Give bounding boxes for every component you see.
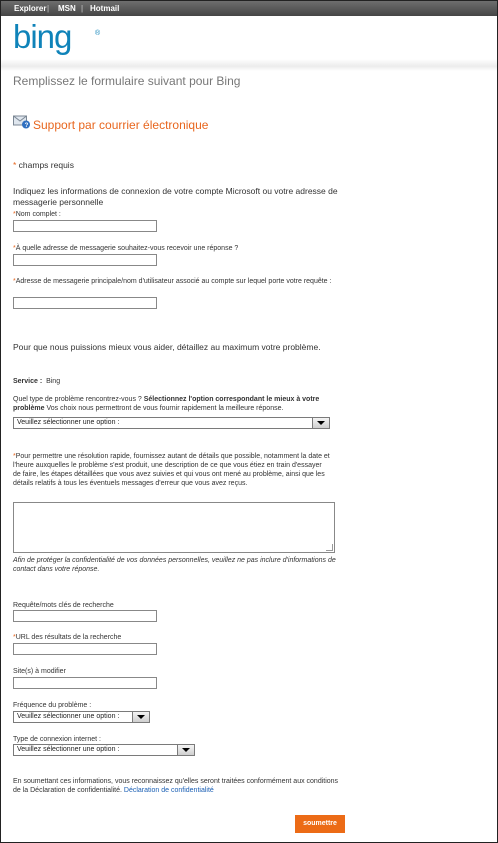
resize-grip-icon[interactable]	[326, 544, 333, 551]
privacy-statement-link[interactable]: Déclaration de confidentialité	[123, 787, 214, 794]
problem-details-heading: Pour que nous puissions mieux vous aider, détaillez au maximum votre problème.	[13, 342, 321, 352]
reply-email-label: *À quelle adresse de messagerie souhaitez-vous recevoir une réponse ?	[13, 245, 239, 252]
legal-notice: En soumettant ces informations, vous reconnaissez qu'elles seront traitées conformément aux conditions de la Déclaration de confidentialité. Déclaration de confidentialité	[13, 778, 339, 794]
frequency-select[interactable]: Veuillez sélectionner une option :	[13, 711, 150, 723]
page-title: Remplissez le formulaire suivant pour Bing	[13, 74, 241, 88]
connection-type-label: Type de connexion internet :	[13, 736, 101, 743]
service-row	[13, 377, 60, 386]
search-url-label: *URL des résultats de la recherche	[13, 634, 122, 641]
nav-link-explorer[interactable]: Explorer	[14, 4, 47, 13]
email-support-icon	[13, 115, 31, 129]
search-url-input[interactable]	[13, 643, 157, 655]
nav-separator: |	[47, 4, 50, 13]
nav-separator: |	[81, 4, 84, 13]
dropdown-arrow-icon[interactable]	[177, 745, 194, 755]
problem-type-select[interactable]: Veuillez sélectionner une option :	[13, 417, 330, 429]
problem-type-label: Quel type de problème rencontrez-vous ? Sélectionnez l'option correspondant le mieux à votre problème Vos choix nous permettront de vous fournir rapidement la meilleure réponse.	[13, 396, 320, 412]
privacy-note: Afin de protéger la confidentialité de vos données personnelles, veuillez ne pas inclure d'informations de contact dans votre réponse.	[13, 557, 336, 573]
reply-email-input[interactable]	[13, 254, 157, 266]
fullname-label: *Nom complet :	[13, 211, 61, 218]
submit-button[interactable]: soumettre	[295, 815, 345, 833]
dropdown-arrow-icon[interactable]	[132, 712, 149, 722]
connection-type-select[interactable]: Veuillez sélectionner une option :	[13, 744, 195, 756]
account-info-heading: Indiquez les informations de connexion de votre compte Microsoft ou votre adresse de messagerie personnelle	[13, 186, 338, 207]
details-label: *Pour permettre une résolution rapide, fournissez autant de détails que possible, notamment la date et l'heure auxquelles le problème s'est produit, une description de ce que vous étiez en train d'essayer de faire, les étapes détaillées que vous avez suivies et qui vous ont mené au problème, ainsi que les détails relatifs à tous les éventuels messages d'erreur que vous avez reçus.	[13, 453, 330, 487]
frequency-label: Fréquence du problème :	[13, 702, 92, 709]
keywords-label: Requête/mots clés de recherche	[13, 602, 114, 609]
nav-link-msn[interactable]: MSN	[58, 4, 76, 13]
service-label: Service :	[13, 378, 43, 385]
bing-logo[interactable]	[13, 18, 103, 56]
service-value: Bing	[46, 378, 61, 385]
nav-link-hotmail[interactable]: Hotmail	[90, 4, 120, 13]
required-text: champs requis	[16, 160, 74, 170]
bing-logo-text: bing	[13, 18, 72, 55]
site-input[interactable]	[13, 677, 157, 689]
support-title: Support par courrier électronique	[33, 118, 209, 132]
top-navigation-bar	[1, 1, 497, 16]
site-label: Site(s) à modifier	[13, 668, 66, 675]
details-textarea[interactable]	[13, 502, 335, 553]
svg-text:?: ?	[24, 123, 29, 129]
required-fields-note	[13, 160, 74, 170]
trademark-mark: ®	[95, 30, 101, 37]
account-email-label: *Adresse de messagerie principale/nom d'utilisateur associé au compte sur lequel porte votre requête :	[13, 278, 332, 285]
required-star: *	[13, 160, 17, 170]
account-email-input[interactable]	[13, 297, 157, 309]
dropdown-arrow-icon[interactable]	[312, 418, 329, 428]
fullname-input[interactable]	[13, 220, 157, 232]
keywords-input[interactable]	[13, 610, 157, 622]
header-divider-band	[1, 59, 497, 71]
